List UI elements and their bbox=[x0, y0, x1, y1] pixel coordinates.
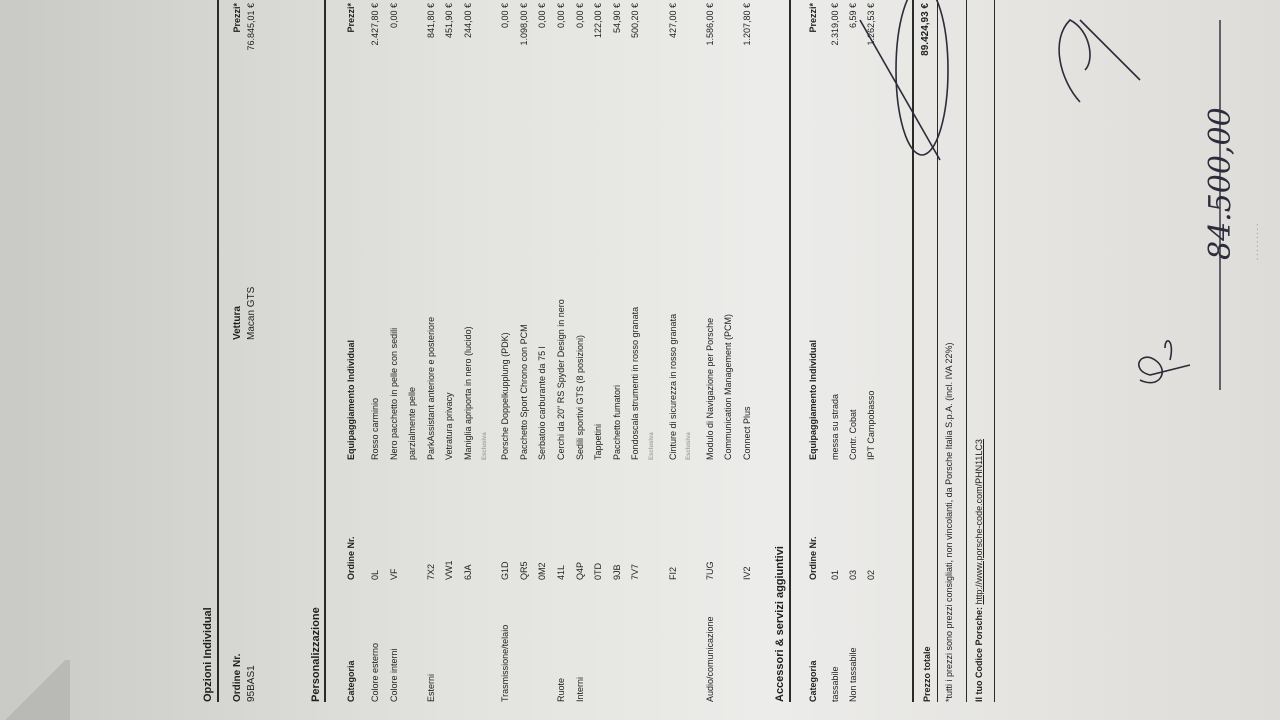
cell-equipaggiamento: Connect Plus bbox=[742, 406, 752, 460]
total-circle-mark bbox=[896, 0, 948, 155]
order-number-label: Ordine Nr. bbox=[232, 653, 243, 702]
cell-categoria: tassabile bbox=[830, 666, 840, 702]
cell-categoria: Esterni bbox=[425, 673, 436, 702]
cell-equipaggiamento: Rosso carminio bbox=[370, 397, 380, 460]
acc-col-header-categoria: Categoria bbox=[808, 660, 818, 702]
cell-ordine: 0L bbox=[370, 569, 380, 580]
cell-ordine: 0TD bbox=[593, 562, 604, 580]
col-header-categoria: Categoria bbox=[346, 660, 356, 702]
cell-equipaggiamento: Tappetini bbox=[593, 423, 604, 460]
cell-categoria: Audio/comunicazione bbox=[704, 616, 715, 702]
cell-categoria: Trasmissione/telaio bbox=[500, 624, 511, 702]
cell-prezzo: 244,00 € bbox=[463, 3, 473, 39]
signature-mark-bottom bbox=[1139, 341, 1190, 383]
porsche-code-link[interactable]: http://www.porsche-code.com/PHN11LC3 bbox=[974, 439, 984, 605]
cell-prezzo: 2.319,00 € bbox=[830, 3, 840, 46]
cell-equipaggiamento: Pacchetto Sport Chrono con PCM bbox=[518, 324, 529, 460]
price-header: Prezzi* bbox=[232, 3, 242, 33]
cell-ordine: IV2 bbox=[742, 566, 752, 580]
price-footnote: *tutti i prezzi sono prezzi consigliati, non vincolanti, da Porsche Italia S.p.A. (incl. IVA 22%) bbox=[944, 342, 954, 702]
porsche-code-label: Il tuo Codice Porsche: bbox=[974, 606, 984, 702]
cell-ordine: 01 bbox=[830, 569, 840, 580]
acc-col-header-equip: Equipaggiamento Individual bbox=[808, 339, 818, 460]
col-header-prezzi: Prezzi* bbox=[346, 3, 356, 33]
cell-prezzo: 0,00 € bbox=[500, 3, 511, 29]
cell-equipaggiamento: Sedili sportivi GTS (8 posizioni) bbox=[574, 334, 585, 460]
section-title-opzioni: Opzioni Individual bbox=[202, 607, 214, 702]
handwritten-amount: 84.500,00 bbox=[1203, 107, 1238, 260]
cell-ordine: 7UG bbox=[704, 561, 715, 580]
cell-prezzo: 427,00 € bbox=[667, 3, 678, 39]
cell-categoria: Colore interni bbox=[388, 648, 399, 702]
col-header-equip: Equipaggiamento Individual bbox=[346, 339, 356, 460]
order-number-value: 95BAS1 bbox=[246, 665, 257, 702]
cell-equipaggiamento: Vetratura privacy bbox=[444, 392, 455, 460]
cell-equipaggiamento: Esclusiva bbox=[686, 432, 693, 460]
cell-equipaggiamento: Esclusiva bbox=[649, 432, 655, 460]
cell-ordine: 7V7 bbox=[630, 563, 641, 580]
cell-equipaggiamento: Porsche Doppelkupplung (PDK) bbox=[500, 332, 511, 460]
cell-ordine: FI2 bbox=[667, 566, 678, 580]
cell-prezzo: 0,00 € bbox=[556, 3, 566, 29]
vettura-label: Vettura bbox=[232, 306, 243, 340]
document-sheet bbox=[180, 0, 1280, 720]
total-label: Prezzo totale bbox=[922, 646, 932, 702]
cell-equipaggiamento: parzialmente pelle bbox=[407, 386, 418, 460]
vehicle-price: 76.845,01 € bbox=[246, 3, 256, 51]
cell-ordine: 02 bbox=[866, 569, 876, 580]
cell-equipaggiamento: Serbatoio carburante da 75 l bbox=[537, 346, 548, 460]
cell-prezzo: 0,00 € bbox=[574, 3, 585, 29]
cell-ordine: VF bbox=[388, 568, 399, 580]
acc-col-header-prezzi: Prezzi* bbox=[808, 3, 818, 33]
cell-prezzo: 2.427,80 € bbox=[370, 3, 380, 46]
cell-ordine: 6JA bbox=[463, 564, 473, 580]
cell-equipaggiamento: Cinture di sicurezza in rosso granata bbox=[667, 313, 678, 460]
cell-equipaggiamento: ParkAssistant anteriore e posteriore bbox=[425, 316, 436, 460]
cell-equipaggiamento: Nero pacchetto in pelle con sedili bbox=[388, 327, 399, 460]
slanted-pen-stroke bbox=[860, 20, 940, 160]
section-title-personalizzazione: Personalizzazione bbox=[310, 607, 322, 702]
cell-prezzo: 6,59 € bbox=[848, 3, 858, 29]
cell-equipaggiamento: Fondoscala strumenti in rosso granata bbox=[630, 306, 641, 460]
cell-equipaggiamento: Pacchetto fumatori bbox=[611, 384, 622, 460]
cell-ordine: Q4P bbox=[574, 561, 585, 580]
cell-ordine: 0M2 bbox=[537, 562, 548, 580]
handwritten-annotations bbox=[180, 0, 1280, 720]
cell-equipaggiamento: Contr. Cobat bbox=[848, 409, 858, 460]
cell-ordine: 41L bbox=[556, 564, 566, 580]
cell-prezzo: 1.262,53 € bbox=[866, 3, 876, 46]
page-corner-fold bbox=[0, 660, 70, 720]
cell-prezzo: 122,00 € bbox=[593, 3, 604, 39]
cell-ordine: VW1 bbox=[444, 560, 455, 580]
cell-equipaggiamento: Esclusiva bbox=[481, 432, 488, 460]
acc-col-header-ordine: Ordine Nr. bbox=[808, 536, 818, 580]
cell-equipaggiamento: Maniglia apriporta in nero (lucido) bbox=[463, 326, 473, 460]
cell-ordine: 03 bbox=[848, 569, 858, 580]
cell-ordine: G1D bbox=[500, 561, 511, 580]
cell-prezzo: 0,00 € bbox=[537, 3, 548, 29]
cell-equipaggiamento: Cerchi da 20" RS Spyder Design in nero bbox=[556, 299, 566, 460]
vettura-value: Macan GTS bbox=[246, 286, 257, 340]
col-header-ordine: Ordine Nr. bbox=[346, 536, 356, 580]
cell-ordine: 7X2 bbox=[425, 563, 436, 580]
total-value: 89.424,93 € bbox=[920, 3, 931, 56]
cell-equipaggiamento: Modulo di Navigazione per Porsche bbox=[704, 317, 715, 460]
cell-categoria: Colore esterno bbox=[370, 642, 380, 702]
cell-prezzo: 1.098,00 € bbox=[518, 3, 529, 46]
cell-equipaggiamento: IPT Campobasso bbox=[866, 390, 876, 460]
section-title-accessori: Accessori & servizi aggiuntivi bbox=[774, 546, 786, 702]
cell-prezzo: 1.207,80 € bbox=[742, 3, 752, 46]
cell-prezzo: 500,20 € bbox=[630, 3, 641, 39]
cell-ordine: 9JB bbox=[611, 564, 622, 580]
cell-categoria: Non tassabile bbox=[848, 647, 858, 702]
faint-stamp-text: · · · · · · · · · bbox=[1255, 223, 1262, 260]
cell-prezzo: 841,80 € bbox=[425, 3, 436, 39]
cell-ordine: QR5 bbox=[518, 561, 529, 580]
cell-categoria: Ruote bbox=[556, 677, 566, 702]
cell-categoria: Interni bbox=[574, 676, 585, 702]
cell-prezzo: 1.586,00 € bbox=[704, 3, 715, 46]
cell-prezzo: 54,90 € bbox=[611, 3, 622, 34]
cell-prezzo: 0,00 € bbox=[388, 3, 399, 29]
cell-equipaggiamento: Communication Management (PCM) bbox=[723, 313, 734, 460]
signature-mark-top bbox=[1059, 20, 1140, 102]
cell-prezzo: 451,90 € bbox=[444, 3, 455, 39]
cell-equipaggiamento: messa su strada bbox=[830, 393, 840, 460]
